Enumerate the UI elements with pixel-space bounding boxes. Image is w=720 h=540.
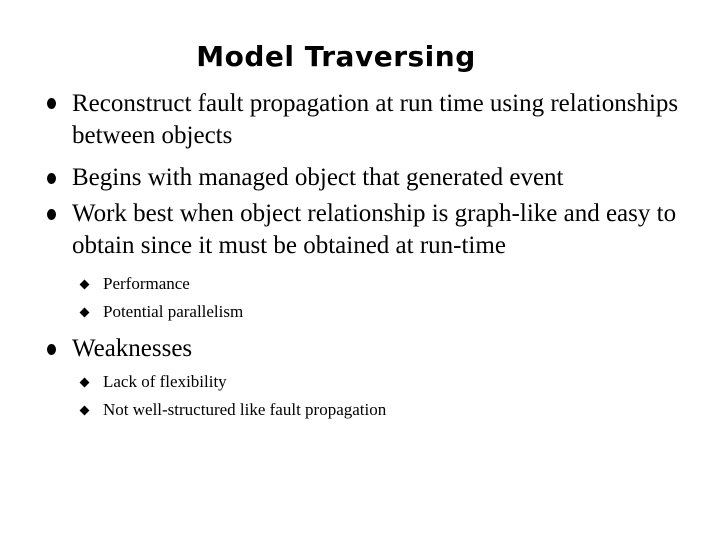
bullet-item: Weaknesses — [72, 335, 193, 362]
bullet-item: Begins with managed object that generated event — [72, 164, 564, 191]
round-bullet-icon — [47, 173, 56, 184]
diamond-bullet-icon — [80, 378, 90, 388]
round-bullet-icon — [47, 98, 56, 109]
sub-bullet-item: Performance — [103, 274, 190, 293]
sub-bullet-item: Lack of flexibility — [103, 372, 227, 391]
slide-title: Model Traversing — [196, 40, 476, 73]
diamond-bullet-icon — [80, 308, 90, 318]
bullet-item: Reconstruct fault propagation at run time using relationships between objects — [72, 90, 679, 149]
diamond-bullet-icon — [80, 280, 90, 290]
diamond-bullet-icon — [80, 406, 90, 416]
bullet-item: Work best when object relationship is graph-like and easy to obtain since it must be obtained at run-time — [72, 200, 677, 259]
sub-bullet-item: Not well-structured like fault propagation — [103, 400, 387, 419]
sub-bullet-item: Potential parallelism — [103, 302, 244, 321]
round-bullet-icon — [47, 344, 56, 355]
round-bullet-icon — [47, 209, 56, 220]
